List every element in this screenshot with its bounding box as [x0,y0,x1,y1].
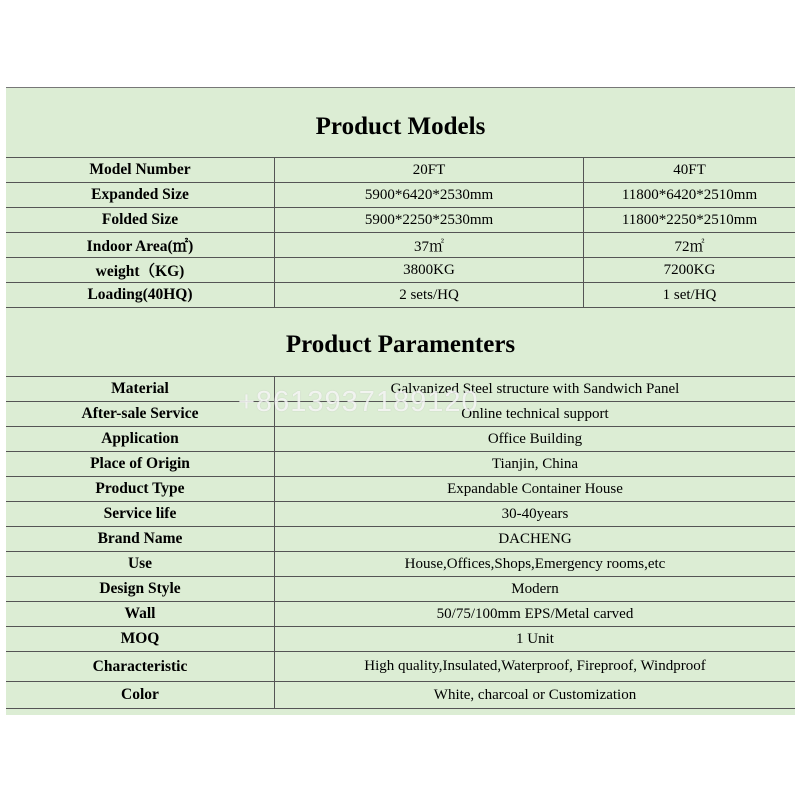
value-20ft: 3800KG [274,258,583,282]
table-row [6,258,795,282]
row-label: Color [121,686,159,703]
row-label: Expanded Size [91,186,189,203]
value-40ft: 11800*2250*2510mm [583,208,795,232]
table-row [6,477,795,501]
table-row [6,502,795,526]
table-row [6,427,795,451]
spec-sheet [6,87,795,715]
value-40ft: 1 set/HQ [583,283,795,307]
row-label: Product Type [95,480,185,497]
table-row [6,158,795,182]
table-row [6,602,795,626]
row-value: 50/75/100mm EPS/Metal carved [274,602,795,626]
row-label: MOQ [120,630,160,647]
value-20ft: 5900*2250*2530mm [274,208,583,232]
value-40ft: 7200KG [583,258,795,282]
value-20ft: 5900*6420*2530mm [274,183,583,207]
row-label: Application [101,430,179,447]
table-row [6,682,795,708]
table-row [6,652,795,681]
table-row [6,233,795,257]
table-row [6,577,795,601]
table-row [6,377,795,401]
value-40ft: 72㎡ [583,233,795,257]
row-value: High quality,Insulated,Waterproof, Fireproof, Windproof [274,652,795,681]
table-row [6,552,795,576]
row-label: Design Style [99,580,181,597]
table-row [6,452,795,476]
row-value: Office Building [274,427,795,451]
table-row [6,283,795,307]
table-row [6,183,795,207]
row-value: 30-40years [274,502,795,526]
row-value: 1 Unit [274,627,795,651]
row-label: weight（KG) [95,263,185,280]
row-label: Use [127,555,153,572]
table-row [6,402,795,426]
divider [6,307,795,308]
row-value: White, charcoal or Customization [274,682,795,708]
row-label: Folded Size [101,211,179,228]
row-value: DACHENG [274,527,795,551]
row-label: Material [111,380,169,397]
table-row [6,208,795,232]
row-value: Online technical support [274,402,795,426]
row-label: Place of Origin [90,455,190,472]
models-title: Product Models [315,113,486,140]
table-row [6,527,795,551]
row-value: Tianjin, China [274,452,795,476]
parameters-title: Product Paramenters [285,331,516,358]
value-20ft: 20FT [274,158,583,182]
row-label: After-sale Service [81,405,199,422]
row-label: Brand Name [97,530,183,547]
value-40ft: 11800*6420*2510mm [583,183,795,207]
row-value: Modern [274,577,795,601]
row-label: Loading(40HQ) [87,286,193,303]
row-label: Service life [103,505,177,522]
table-row [6,627,795,651]
value-20ft: 2 sets/HQ [274,283,583,307]
value-20ft: 37㎡ [274,233,583,257]
row-label: Wall [124,605,156,622]
value-40ft: 40FT [583,158,795,182]
row-label: Model Number [89,161,191,178]
row-label: Indoor Area(㎡) [86,238,194,255]
row-value: Galvanized Steel structure with Sandwich Panel [274,377,795,401]
row-value: House,Offices,Shops,Emergency rooms,etc [274,552,795,576]
row-value: Expandable Container House [274,477,795,501]
row-label: Characteristic [92,657,188,675]
phone-watermark: +8613937189120 [238,386,479,418]
divider [6,708,795,709]
